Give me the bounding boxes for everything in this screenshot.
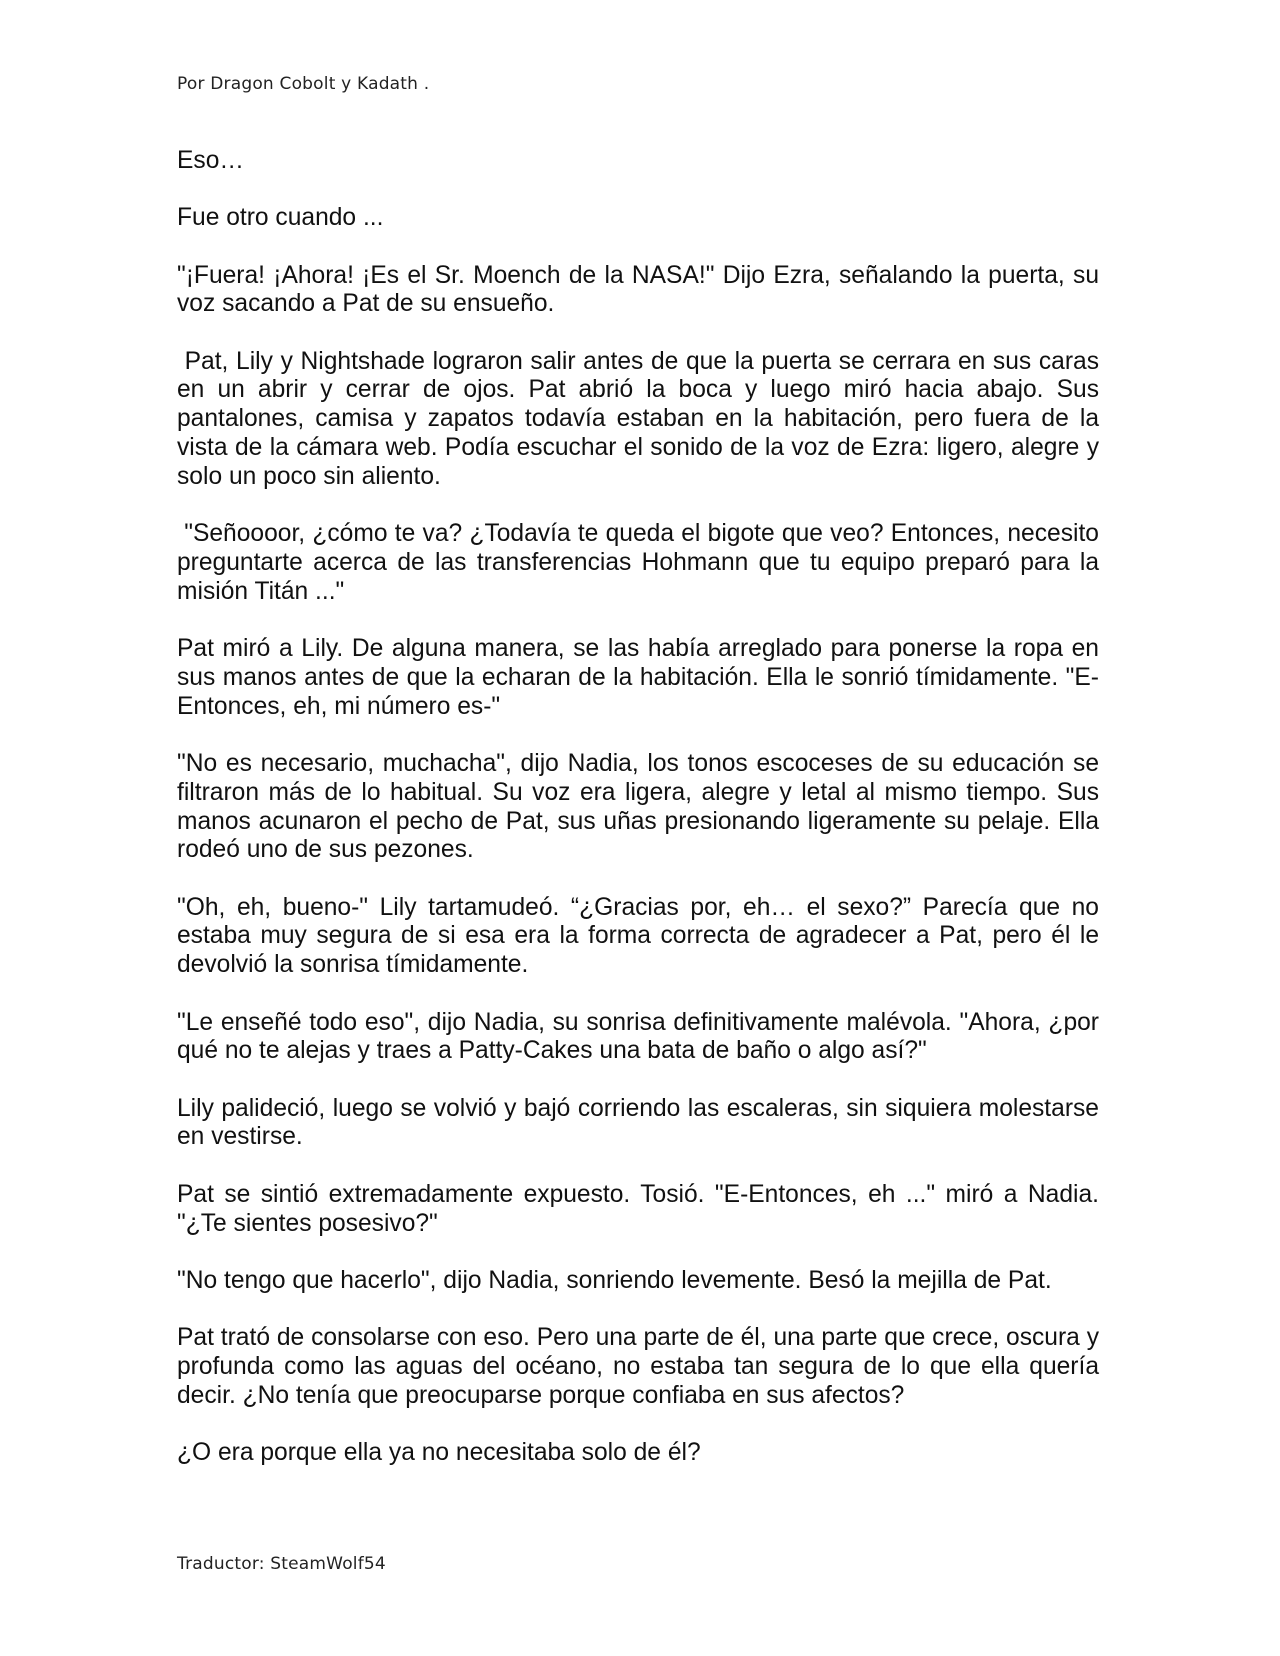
paragraph: Lily palideció, luego se volvió y bajó corriendo las escaleras, sin siquiera molestarse en vestirse. [177, 1094, 1099, 1151]
paragraph: ¿O era porque ella ya no necesitaba solo de él? [177, 1439, 701, 1466]
document-body [177, 147, 1106, 1496]
paragraph: "Señoooor, ¿cómo te va? ¿Todavía te queda el bigote que veo? Entonces, necesito preguntarte acerca de las transferencias Hohmann que tu equipo preparó para la misión Titán ..." [177, 520, 1106, 605]
paragraph: "No es necesario, muchacha", dijo Nadia, los tonos escoceses de su educación se filtraron más de lo habitual. Su voz era ligera, alegre y letal al mismo tiempo. Sus manos acunaron el pecho de Pat, sus uñas presionando ligeramente su pelaje. Ella rodeó uno de sus pezones. [177, 749, 1099, 864]
page-footer: Traductor: SteamWolf54 [177, 1554, 386, 1574]
paragraph: "¡Fuera! ¡Ahora! ¡Es el Sr. Moench de la NASA!" Dijo Ezra, señalando la puerta, su voz sacando a Pat de su ensueño. [177, 261, 1099, 318]
paragraph: Pat se sintió extremadamente expuesto. Tosió. "E-Entonces, eh ..." miró a Nadia. "¿Te sientes posesivo?" [177, 1180, 1099, 1237]
paragraph: Eso… [177, 147, 244, 174]
paragraph: "Le enseñé todo eso", dijo Nadia, su sonrisa definitivamente malévola. "Ahora, ¿por qué no te alejas y traes a Patty-Cakes una bata de baño o algo así?" [177, 1008, 1099, 1065]
paragraph: "Oh, eh, bueno-" Lily tartamudeó. “¿Gracias por, eh… el sexo?” Parecía que no estaba muy segura de si esa era la forma correcta de agradecer a Pat, pero él le devolvió la sonrisa tímidamente. [177, 893, 1099, 979]
paragraph: Fue otro cuando ... [177, 204, 384, 232]
paragraph: Pat trató de consolarse con eso. Pero una parte de él, una parte que crece, oscura y profunda como las aguas del océano, no estaba tan segura de lo que ella quería decir. ¿No tenía que preocuparse porque confiaba en sus afectos? [177, 1324, 1099, 1409]
paragraph: Pat miró a Lily. De alguna manera, se las había arreglado para ponerse la ropa en sus manos antes de que la echaran de la habitación. Ella le sonrió tímidamente. "E-Entonces, eh, mi número es-" [177, 635, 1099, 720]
paragraph: Pat, Lily y Nightshade lograron salir antes de que la puerta se cerrara en sus caras en un abrir y cerrar de ojos. Pat abrió la boca y luego miró hacia abajo. Sus pantalones, camisa y zapatos todavía estaban en la habitación, pero fuera de la vista de la cámara web. Podía escuchar el sonido de la voz de Ezra: ligero, alegre y solo un poco sin aliento. [177, 347, 1106, 490]
page-header: Por Dragon Cobolt y Kadath . [177, 74, 430, 94]
paragraph: "No tengo que hacerlo", dijo Nadia, sonriendo levemente. Besó la mejilla de Pat. [177, 1266, 1052, 1294]
